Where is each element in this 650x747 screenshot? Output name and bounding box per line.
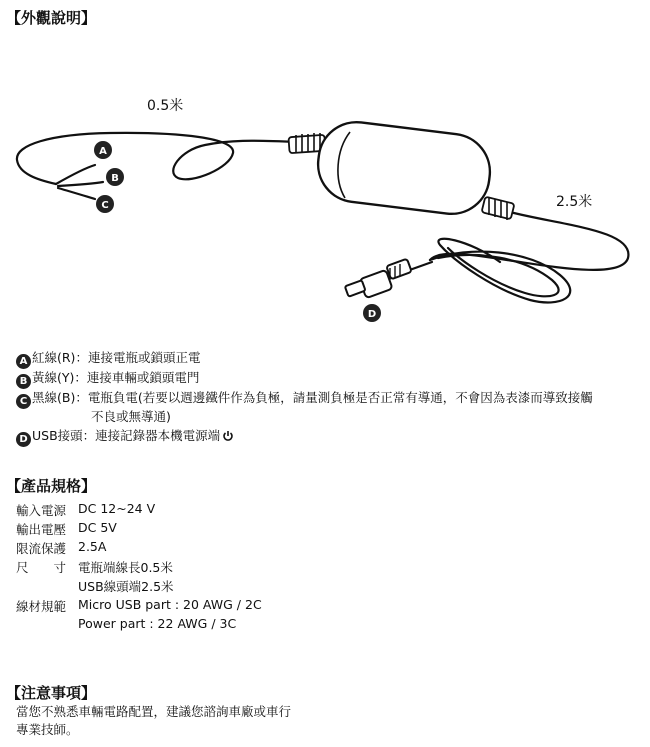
- spec-value-wire: Micro USB part : 20 AWG / 2C: [78, 597, 262, 612]
- badge-d-icon: D: [16, 432, 31, 447]
- notes-line-1: 當您不熟悉車輛電路配置，建議您諮詢車廠或車行: [16, 704, 292, 719]
- spec-value-size: 電瓶端線長0.5米: [78, 560, 173, 575]
- legend-item-a: [16, 349, 200, 369]
- length-label-long: 2.5米: [556, 194, 593, 210]
- legend-text-c: 黑線(B)：電瓶負電(若要以週邊鐵件作為負極，請量測負極是否正常有導通，不會因為表漆而導致接觸: [32, 390, 593, 405]
- usb-plug: [345, 259, 412, 299]
- spec-label-output: 輸出電壓: [16, 522, 67, 537]
- legend-text-c-cont: 不良或無導通): [91, 409, 171, 424]
- legend-item-b: [16, 369, 199, 389]
- legend-text-b: 黃線(Y)：連接車輛或鎖頭電門: [32, 370, 200, 385]
- legend-item-c: [16, 389, 593, 409]
- spec-value-wire-2: Power part : 22 AWG / 3C: [78, 616, 237, 631]
- spec-value-output: DC 5V: [78, 520, 117, 535]
- cable-diagram: [0, 60, 650, 340]
- section-heading-notes: 【注意事項】: [6, 684, 97, 702]
- coiled-cable: [430, 239, 570, 303]
- spec-label-wire: 線材規範: [16, 599, 67, 614]
- spec-label-current: 限流保護: [16, 541, 67, 556]
- badge-b-icon: B: [111, 173, 119, 184]
- badge-b-icon: B: [16, 374, 31, 389]
- badge-d-icon: D: [367, 309, 377, 320]
- notes-line-2: 專業技師。: [16, 722, 79, 737]
- badge-c-icon: C: [16, 394, 31, 409]
- wire-c: [58, 188, 95, 199]
- short-cable: [17, 133, 298, 184]
- spec-label-size: 尺 寸: [16, 560, 67, 575]
- legend-item-d: [16, 427, 234, 447]
- length-label-short: 0.5米: [147, 98, 184, 114]
- strain-relief-right: [482, 197, 515, 220]
- badge-c-icon: C: [101, 200, 109, 211]
- badge-a-icon: A: [16, 354, 31, 369]
- section-heading-appearance: 【外觀說明】: [6, 9, 97, 27]
- spec-value-input: DC 12~24 V: [78, 501, 156, 516]
- wire-b: [58, 182, 103, 186]
- spec-value-size-2: USB線頭端2.5米: [78, 579, 174, 594]
- spec-label-input: 輸入電源: [16, 503, 67, 518]
- spec-value-current: 2.5A: [78, 539, 107, 554]
- power-icon: [222, 430, 234, 442]
- section-heading-specs: 【產品規格】: [6, 477, 97, 495]
- wire-a: [56, 165, 95, 184]
- badge-a-icon: A: [99, 146, 107, 157]
- legend-text-d: USB接頭：連接記錄器本機電源端: [32, 428, 221, 443]
- legend-text-a: 紅線(R)：連接電瓶或鎖頭正電: [32, 350, 201, 365]
- converter-body: [314, 118, 494, 218]
